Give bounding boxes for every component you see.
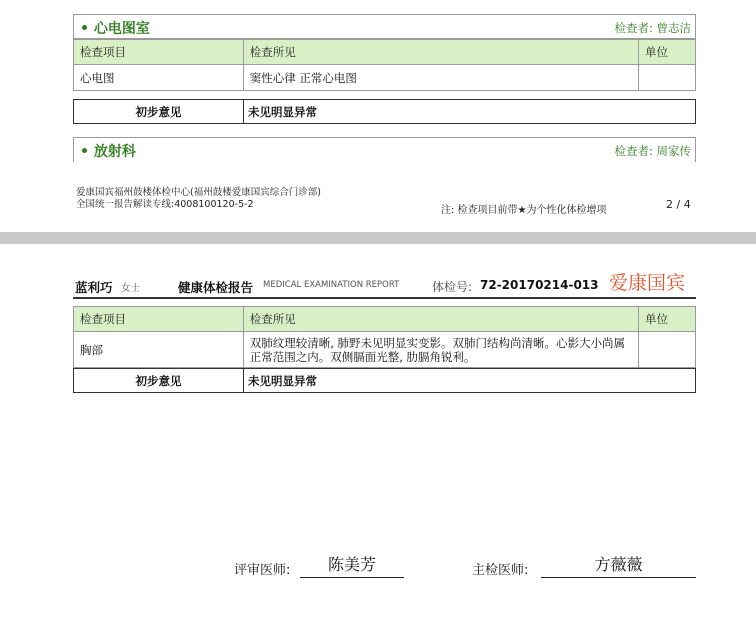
ecg-col-unit: 单位 xyxy=(639,40,696,65)
ecg-col-finding: 检查所见 xyxy=(243,40,638,65)
table-row xyxy=(74,65,696,91)
page-footer xyxy=(76,187,321,211)
ecg-opinion-row xyxy=(73,99,696,124)
brand-logo-text: 爱康国宾 xyxy=(609,272,686,294)
radiology-section-title: • 放射科 xyxy=(80,144,136,160)
ecg-opinion-label: 初步意见 xyxy=(74,100,244,123)
report-title: 健康体检报告 xyxy=(178,280,254,295)
chest-table-header-row xyxy=(74,307,696,332)
reviewer-signature-line xyxy=(300,577,404,578)
ecg-row-finding: 窦性心律 正常心电图 xyxy=(243,65,638,91)
chest-col-item: 检查项目 xyxy=(74,307,244,332)
ecg-checker-name: 曾志洁 xyxy=(656,21,691,35)
ecg-table xyxy=(73,39,696,91)
ecg-col-item: 检查项目 xyxy=(74,40,244,65)
ecg-row-item: 心电图 xyxy=(74,65,244,91)
ecg-row-unit xyxy=(639,65,696,91)
report-title-en: MEDICAL EXAMINATION REPORT xyxy=(263,280,400,290)
ecg-section-header xyxy=(73,14,696,39)
chest-col-finding: 检查所见 xyxy=(243,307,638,332)
reviewer-name: 陈美芳 xyxy=(327,555,376,574)
ecg-checker-label: 检查者: xyxy=(614,21,653,35)
radiology-section-header xyxy=(73,137,696,162)
page-number: 2 / 4 xyxy=(666,198,691,211)
chest-opinion-label: 初步意见 xyxy=(74,369,244,392)
radiology-checker xyxy=(614,143,691,159)
exam-number: 72-20170214-013 xyxy=(480,278,599,292)
chief-label: 主检医师: xyxy=(472,563,529,578)
chest-opinion-row xyxy=(73,368,696,393)
table-row xyxy=(74,332,696,368)
chest-opinion-value: 未见明显异常 xyxy=(248,373,317,388)
chest-row-finding: 双肺纹理较清晰, 肺野未见明显实变影。双肺门结构尚清晰。心影大小尚属正常范围之内。双侧膈面光整, 肋膈角锐利。 xyxy=(243,332,638,368)
header-rule xyxy=(73,297,696,299)
chest-row-unit xyxy=(639,332,696,368)
chest-row-item: 胸部 xyxy=(74,332,244,368)
radiology-checker-label: 检查者: xyxy=(614,144,653,158)
ecg-opinion-value: 未见明显异常 xyxy=(248,104,317,119)
ecg-section-title: • 心电图室 xyxy=(80,21,150,37)
chief-signature-line xyxy=(541,577,696,578)
radiology-checker-name: 周家传 xyxy=(656,144,691,158)
ecg-table-header-row xyxy=(74,40,696,65)
patient-gender: 女士 xyxy=(121,283,141,294)
page-divider xyxy=(0,232,756,244)
footer-note: 注: 检查项目前带★为个性化体检增项 xyxy=(441,205,607,216)
footer-center-name: 爱康国宾福州鼓楼体检中心(福州鼓楼爱康国宾综合门诊部) xyxy=(76,187,321,198)
reviewer-label: 评审医师: xyxy=(234,563,291,578)
chest-table xyxy=(73,306,696,368)
chest-col-unit: 单位 xyxy=(639,307,696,332)
chief-name: 方薇薇 xyxy=(594,555,643,574)
exam-number-label: 体检号: xyxy=(432,280,473,294)
patient-name: 蓝利巧 xyxy=(75,280,113,295)
ecg-checker xyxy=(614,20,691,36)
footer-hotline: 全国统一报告解读专线:4008100120-5-2 xyxy=(76,199,254,210)
